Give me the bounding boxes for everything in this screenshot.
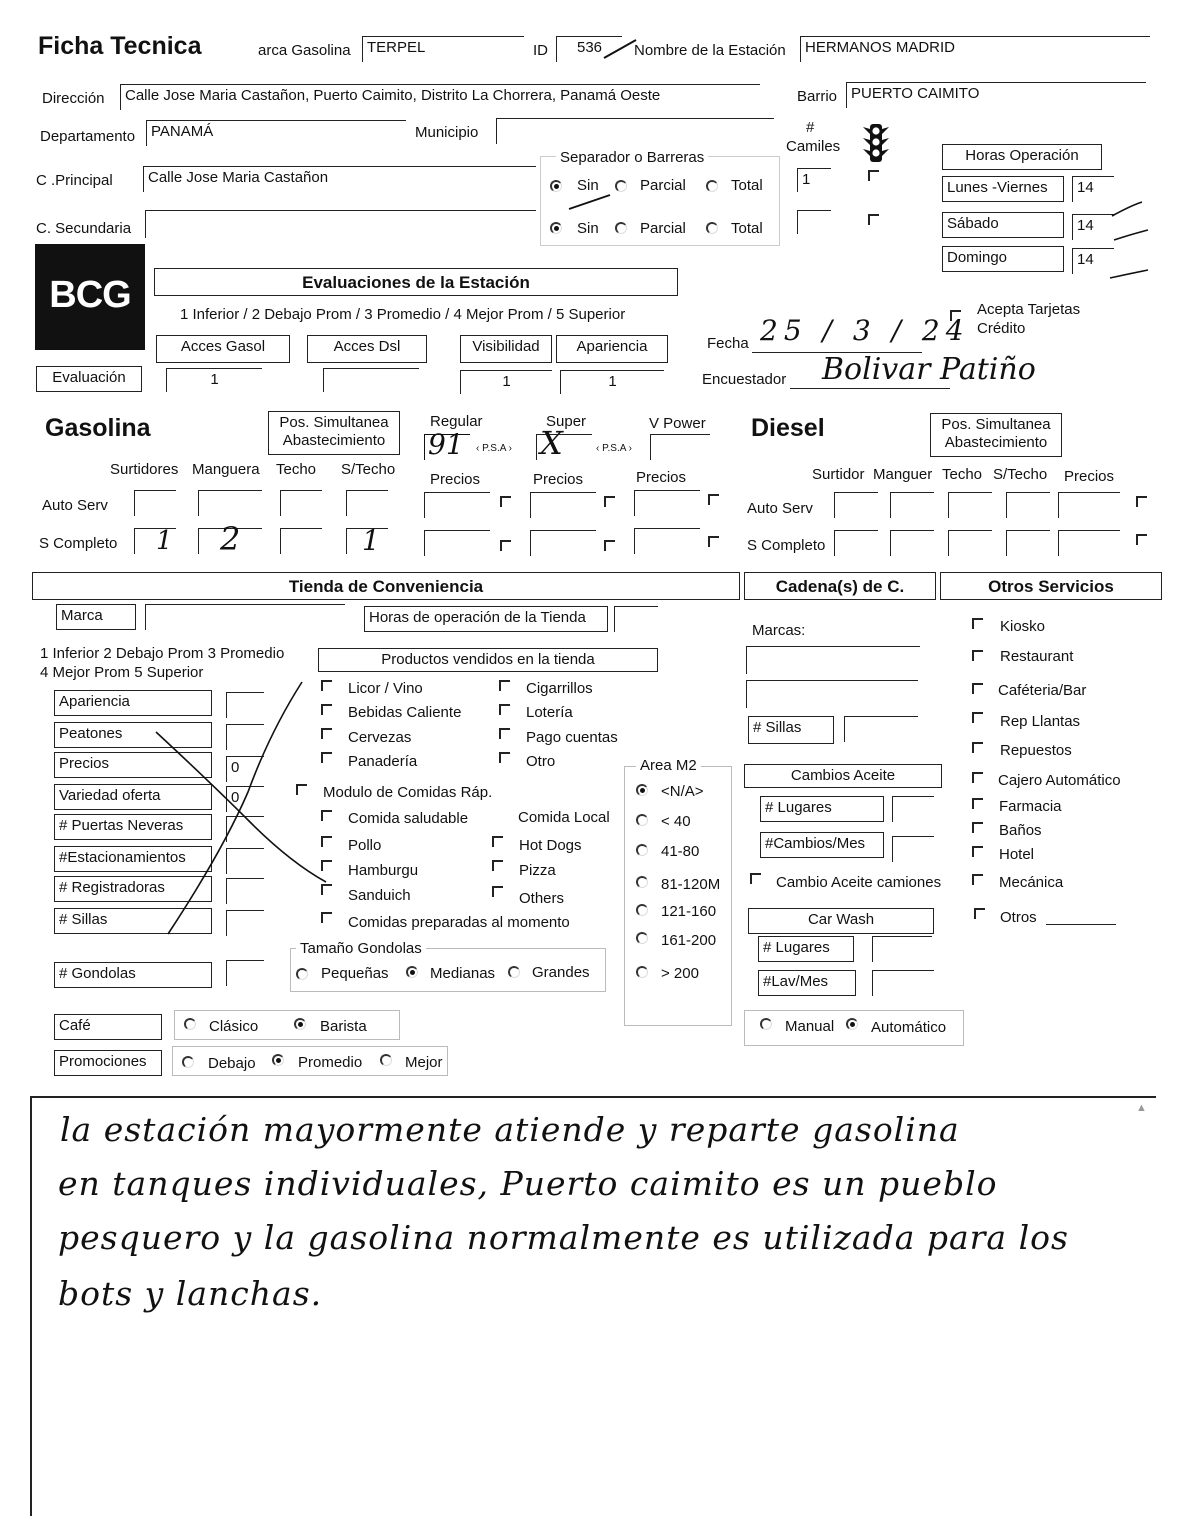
bcg-logo [35,244,145,350]
diesel-sc-precio[interactable] [1058,530,1120,556]
separador-1-parcial-label: Parcial [640,177,686,194]
credito-label: Crédito [977,320,1026,337]
cafe-barista-label: Barista [320,1018,367,1035]
area-121-160-radio[interactable] [636,904,648,916]
comida-pizza-checkbox[interactable] [492,860,503,871]
traffic-light-checkbox-1[interactable] [868,170,879,181]
tamano-grandes-label: Grandes [532,964,590,981]
area-m2-title: Area M2 [636,757,701,774]
comida-saludable-label: Comida saludable [348,810,469,827]
camiles-hash: # [806,119,815,136]
tienda-horas-field[interactable] [614,606,658,632]
area-41-80-label: 41-80 [661,843,700,860]
rating-estacionamientos-label: #Estacionamientos [54,846,212,872]
carwash-lugares-label: # Lugares [758,936,854,962]
otros-banos-checkbox[interactable] [972,822,983,833]
rating-apariencia-label: Apariencia [54,690,212,716]
gasolina-pos-simultanea [268,411,400,455]
producto-pago-label: Pago cuentas [526,729,618,746]
producto-loteria-checkbox[interactable] [499,704,510,715]
otros-cafeteria-checkbox[interactable] [972,683,983,694]
otros-mecanica-label: Mecánica [999,874,1064,891]
diesel-sc-manguer[interactable] [890,530,934,556]
lunes-viernes-label: Lunes -Viernes [942,176,1064,202]
separador-1-sin-label: Sin [577,177,599,194]
traffic-light-checkbox-2[interactable] [868,214,879,225]
gas-as-manguera[interactable] [198,490,262,516]
comida-others-checkbox[interactable] [492,886,503,897]
gas-as-super-precio[interactable] [530,492,596,518]
rating-variedad-label: Variedad oferta [54,784,212,810]
diesel-sc-techo[interactable] [948,530,992,556]
barrio-label: Barrio [797,88,838,105]
super-label: Super [546,413,587,430]
promo-mejor-label: Mejor [405,1054,443,1071]
otros-kiosko-label: Kiosko [1000,618,1046,635]
promociones-label: Promociones [54,1050,162,1076]
scroll-up-icon[interactable]: ▲ [1136,1102,1147,1114]
gasolina-pos-line1: Pos. Simultanea [279,414,389,431]
diesel-as-stecho[interactable] [1006,492,1050,518]
comida-local-label: Comida Local [518,809,610,826]
tienda-title: Tienda de Conveniencia [32,572,740,600]
marcas-field-1[interactable] [746,646,920,674]
surtidores-label: Surtidores [110,461,179,478]
page-title: Ficha Tecnica [38,32,202,60]
evaluacion-label: Evaluación [36,366,142,392]
comidas-preparadas-label: Comidas preparadas al momento [348,914,570,931]
comida-hotdogs-label: Hot Dogs [519,837,582,854]
visibilidad-field[interactable]: 1 [460,370,552,394]
tienda-marca-label: Marca [56,604,136,630]
tamano-grandes-radio[interactable] [508,966,520,978]
tienda-scale-2: 4 Mejor Prom 5 Superior [40,664,204,681]
otros-farmacia-label: Farmacia [999,798,1062,815]
evaluaciones-scale: 1 Inferior / 2 Debajo Prom / 3 Promedio / 4 Mejor Prom / 5 Superior [180,306,626,323]
area-161-200-radio[interactable] [636,932,648,944]
producto-pago-checkbox[interactable] [499,728,510,739]
gas-as-vpower-precio[interactable] [634,490,700,516]
modulo-comidas-label: Modulo de Comidas Ráp. [323,784,493,801]
vpower-precios-label: Precios [636,469,687,486]
municipio-field[interactable] [496,118,774,144]
comida-hamburgu-checkbox[interactable] [321,860,332,871]
rating-precios-label: Precios [54,752,212,778]
promo-mejor-radio[interactable] [380,1054,392,1066]
diesel-precios-label: Precios [1064,468,1115,485]
aceite-lugares-field[interactable] [892,796,934,822]
area-gt200-radio[interactable] [636,966,648,978]
super-value: X [540,424,563,462]
diesel-stecho-label: S/Techo [993,466,1048,483]
manguera-label: Manguera [192,461,260,478]
separador-2-total-label: Total [731,220,763,237]
producto-bebidas-checkbox[interactable] [321,704,332,715]
comida-others-label: Others [519,890,565,907]
cafe-label: Café [54,1014,162,1040]
area-na-radio[interactable] [636,784,648,796]
rating-sillas-label: # Sillas [54,908,212,934]
comida-sanduich-label: Sanduich [348,887,411,904]
gas-as-regular-precio[interactable] [424,492,490,518]
cafe-clasico-radio[interactable] [184,1018,196,1030]
producto-otro-checkbox[interactable] [499,752,510,763]
otros-hotel-checkbox[interactable] [972,846,983,857]
otros-otros-checkbox[interactable] [974,908,985,919]
tamano-pequenas-radio[interactable] [296,968,308,980]
diesel-as-checkbox[interactable] [1136,496,1147,507]
otros-mecanica-checkbox[interactable] [972,874,983,885]
diesel-as-surtidor[interactable] [834,492,878,518]
rating-precios-field[interactable]: 0 [226,756,264,782]
separador-1-total-label: Total [731,177,763,194]
gas-sc-surtidores-value: 1 [156,526,173,556]
area-lt40-radio[interactable] [636,814,648,826]
diesel-pos-line2: Abastecimiento [944,434,1048,451]
otros-cajero-checkbox[interactable] [972,772,983,783]
regular-label: Regular [430,413,483,430]
id-label: ID [533,42,548,59]
area-161-200-label: 161-200 [661,932,717,949]
marca-gasolina-field[interactable]: TERPEL [362,36,524,62]
separador-title: Separador o Barreras [556,149,708,166]
area-81-120-label: 81-120M [661,876,721,893]
producto-loteria-label: Lotería [526,704,573,721]
direccion-field[interactable]: Calle Jose Maria Castañon, Puerto Caimito, Distrito La Chorrera, Panamá Oeste [120,84,760,110]
departamento-label: Departamento [40,128,136,145]
carwash-manual-label: Manual [785,1018,835,1035]
gas-sc-vpower-checkbox[interactable] [708,536,719,547]
gas-as-vpower-checkbox[interactable] [708,494,719,505]
aceite-lugares-label: # Lugares [760,796,884,822]
acepta-tarjetas-label: Acepta Tarjetas [977,301,1081,318]
promo-debajo-radio[interactable] [182,1056,194,1068]
tienda-marca-field[interactable] [145,604,345,630]
comida-pollo-label: Pollo [348,837,382,854]
super-psa-label: ‹ P.S.A › [596,443,632,454]
area-gt200-label: > 200 [661,965,699,982]
gasolina-s-completo-label: S Completo [39,535,118,552]
otros-repuestos-label: Repuestos [1000,742,1072,759]
direccion-label: Dirección [42,90,105,107]
promo-promedio-radio[interactable] [272,1054,284,1066]
tienda-scale-1: 1 Inferior 2 Debajo Prom 3 Promedio [40,645,285,662]
aceite-cambios-mes-label: #Cambios/Mes [760,832,884,858]
carwash-automatico-label: Automático [871,1019,947,1036]
promo-debajo-label: Debajo [208,1055,256,1072]
camiles-field-2[interactable] [797,210,831,234]
diesel-sc-surtidor[interactable] [834,530,878,556]
gas-as-techo[interactable] [280,490,322,516]
diesel-s-completo-label: S Completo [747,537,826,554]
notes-line-1: la estación mayormente atiende y reparte gasolina [60,1110,960,1149]
calle-principal-label: C .Principal [36,172,113,189]
area-m2-group [624,766,732,1026]
promo-promedio-label: Promedio [298,1054,363,1071]
diesel-sc-checkbox[interactable] [1136,534,1147,545]
producto-cigarrillos-checkbox[interactable] [499,680,510,691]
calle-secundaria-field[interactable] [145,210,536,238]
modulo-comidas-checkbox[interactable] [296,784,307,795]
horas-pen-marks [1108,198,1158,284]
gas-sc-super-precio[interactable] [530,530,596,556]
separador-2-parcial-radio[interactable] [615,222,627,234]
separador-1-total-radio[interactable] [706,180,718,192]
tamano-medianas-radio[interactable] [406,966,418,978]
gas-as-regular-checkbox[interactable] [500,496,511,507]
gas-sc-regular-checkbox[interactable] [500,540,511,551]
acces-dsl-label: Acces Dsl [307,335,427,363]
diesel-as-precio[interactable] [1058,492,1120,518]
gondolas-field[interactable] [226,960,264,986]
separador-1-sin-radio[interactable] [550,180,562,192]
calle-principal-field[interactable]: Calle Jose Maria Castañon [143,166,536,192]
otros-cajero-label: Cajero Automático [998,772,1121,789]
fecha-label: Fecha [707,335,749,352]
diesel-as-techo[interactable] [948,492,992,518]
cadena-sillas-field[interactable] [844,716,918,742]
sabado-label: Sábado [942,212,1064,238]
nombre-estacion-label: Nombre de la Estación [634,42,786,59]
comida-pollo-checkbox[interactable] [321,836,332,847]
otros-cafeteria-label: Caféteria/Bar [998,682,1087,699]
pen-strike-marks [150,672,350,942]
separador-2-sin-radio[interactable] [550,222,562,234]
otros-rep-llantas-label: Rep Llantas [1000,713,1081,730]
producto-licor-label: Licor / Vino [348,680,423,697]
producto-otro-label: Otro [526,753,556,770]
otros-rep-llantas-checkbox[interactable] [972,712,983,723]
horas-operacion-title: Horas Operación [942,144,1102,170]
producto-bebidas-label: Bebidas Caliente [348,704,462,721]
area-41-80-radio[interactable] [636,844,648,856]
diesel-auto-serv-label: Auto Serv [747,500,813,517]
marcas-label: Marcas: [752,622,806,639]
encuestador-value[interactable]: Bolivar Patiño [822,352,1036,387]
producto-panaderia-label: Panadería [348,753,418,770]
gasolina-auto-serv-label: Auto Serv [42,497,108,514]
tienda-horas-label: Horas de operación de la Tienda [364,606,608,632]
area-lt40-label: < 40 [661,813,691,830]
otros-servicios-title: Otros Servicios [940,572,1162,600]
cadena-title: Cadena(s) de C. [744,572,936,600]
super-precios-label: Precios [533,471,584,488]
nombre-estacion-field[interactable]: HERMANOS MADRID [800,36,1150,62]
acces-gasol-field[interactable]: 1 [166,368,262,392]
gas-sc-vpower-precio[interactable] [634,528,700,554]
aceite-camiones-label: Cambio Aceite camiones [776,874,942,891]
area-81-120-radio[interactable] [636,876,648,888]
otros-otros-line [1046,924,1116,925]
barrio-field[interactable]: PUERTO CAIMITO [846,82,1146,108]
diesel-surtidor-label: Surtidor [812,466,865,483]
separador-1-parcial-radio[interactable] [615,180,627,192]
departamento-field[interactable]: PANAMÁ [146,120,406,146]
regular-precios-label: Precios [430,471,481,488]
otros-restaurant-label: Restaurant [1000,648,1074,665]
gas-sc-stecho-value: 1 [362,524,380,557]
rating-puertas-label: # Puertas Neveras [54,814,212,840]
comida-saludable-checkbox[interactable] [321,810,332,821]
aceite-cambios-mes-field[interactable] [892,836,934,862]
carwash-lav-mes-field[interactable] [872,970,934,996]
diesel-sc-stecho[interactable] [1006,530,1050,556]
techo-label: Techo [276,461,317,478]
visibilidad-label: Visibilidad [460,335,552,363]
otros-banos-label: Baños [999,822,1042,839]
calle-secundaria-label: C. Secundaria [36,220,132,237]
bcg-logo-text: BCG [49,274,131,316]
marca-gasolina-label: arca Gasolina [258,42,351,59]
encuestador-underline [790,388,950,389]
producto-cervezas-checkbox[interactable] [321,728,332,739]
carwash-manual-radio[interactable] [760,1018,772,1030]
separador-2-parcial-label: Parcial [640,220,686,237]
tamano-pequenas-label: Pequeñas [321,965,389,982]
domingo-field[interactable]: 14 [1072,248,1114,274]
otros-hotel-label: Hotel [999,846,1035,863]
diesel-techo-label: Techo [942,466,983,483]
encuestador-label: Encuestador [702,371,787,388]
cadena-sillas-label: # Sillas [748,716,834,744]
gas-as-surtidores[interactable] [134,490,176,516]
vpower-field[interactable] [650,434,710,460]
comida-sanduich-checkbox[interactable] [321,884,332,895]
camiles-label: Camiles [786,138,841,155]
diesel-manguer-label: Manguer [873,466,933,483]
carwash-lugares-field[interactable] [872,936,932,962]
producto-panaderia-checkbox[interactable] [321,752,332,763]
separador-2-sin-label: Sin [577,220,599,237]
cafe-barista-radio[interactable] [294,1018,306,1030]
apariencia-eval-label: Apariencia [556,335,668,363]
tamano-medianas-label: Medianas [430,965,496,982]
gas-as-stecho[interactable] [346,490,388,516]
evaluaciones-title: Evaluaciones de la Estación [154,268,678,296]
diesel-as-manguer[interactable] [890,492,934,518]
gas-sc-regular-precio[interactable] [424,530,490,556]
notes-line-3: pesquero y la gasolina normalmente es utilizada para los [58,1218,1069,1257]
otros-kiosko-checkbox[interactable] [972,618,983,629]
notes-line-2: en tanques individuales, Puerto caimito es un pueblo [58,1164,998,1203]
acces-gasol-label: Acces Gasol [156,335,290,363]
notes-line-4: bots y lanchas. [58,1274,323,1313]
rating-registradoras-label: # Registradoras [54,876,212,902]
lunes-viernes-field[interactable]: 14 [1072,176,1114,202]
rating-peatones-label: Peatones [54,722,212,748]
area-na-label: <N/A> [661,783,704,800]
cambios-aceite-title: Cambios Aceite [744,764,942,788]
stecho-label: S/Techo [341,461,396,478]
traffic-light-icon [860,122,892,164]
diesel-title: Diesel [751,414,825,442]
producto-licor-checkbox[interactable] [321,680,332,691]
gasolina-pos-line2: Abastecimiento [282,432,386,449]
aceite-camiones-checkbox[interactable] [750,873,761,884]
producto-cigarrillos-label: Cigarrillos [526,680,593,697]
gasolina-title: Gasolina [45,414,151,442]
marcas-field-2[interactable] [746,680,918,708]
apariencia-eval-field[interactable]: 1 [560,370,664,394]
car-wash-title: Car Wash [748,908,934,934]
regular-value: 91 [428,428,464,461]
comidas-preparadas-checkbox[interactable] [321,912,332,923]
carwash-lav-mes-label: #Lav/Mes [758,970,856,996]
comida-pizza-label: Pizza [519,862,556,879]
sabado-field[interactable]: 14 [1072,214,1114,240]
productos-title: Productos vendidos en la tienda [318,648,658,672]
otros-farmacia-checkbox[interactable] [972,798,983,809]
rating-variedad-field[interactable]: 0 [226,786,264,812]
carwash-automatico-radio[interactable] [846,1018,858,1030]
camiles-field-1[interactable]: 1 [797,168,831,192]
regular-psa-label: ‹ P.S.A › [476,443,512,454]
gondolas-label: # Gondolas [54,962,212,988]
fecha-value[interactable]: 25 / 3 / 24 [760,314,970,347]
diesel-pos-line1: Pos. Simultanea [941,416,1051,433]
separador-check-mark [566,192,616,212]
producto-cervezas-label: Cervezas [348,729,412,746]
diesel-pos-simultanea [930,413,1062,457]
otros-restaurant-checkbox[interactable] [972,650,983,661]
otros-otros-label: Otros [1000,909,1037,926]
tamano-gondolas-title: Tamaño Gondolas [296,940,426,957]
vpower-label: V Power [649,415,706,432]
domingo-label: Domingo [942,246,1064,272]
acces-dsl-field[interactable] [323,368,419,392]
gas-sc-manguera-value: 2 [220,520,241,558]
id-field[interactable]: 536 [556,36,622,62]
gas-sc-super-checkbox[interactable] [604,540,615,551]
otros-repuestos-checkbox[interactable] [972,742,983,753]
separador-2-total-radio[interactable] [706,222,718,234]
municipio-label: Municipio [415,124,479,141]
area-121-160-label: 121-160 [661,903,717,920]
comida-hamburgu-label: Hamburgu [348,862,419,879]
gas-as-super-checkbox[interactable] [604,496,615,507]
gas-sc-techo[interactable] [280,528,322,554]
cafe-clasico-label: Clásico [209,1018,259,1035]
comida-hotdogs-checkbox[interactable] [492,836,503,847]
